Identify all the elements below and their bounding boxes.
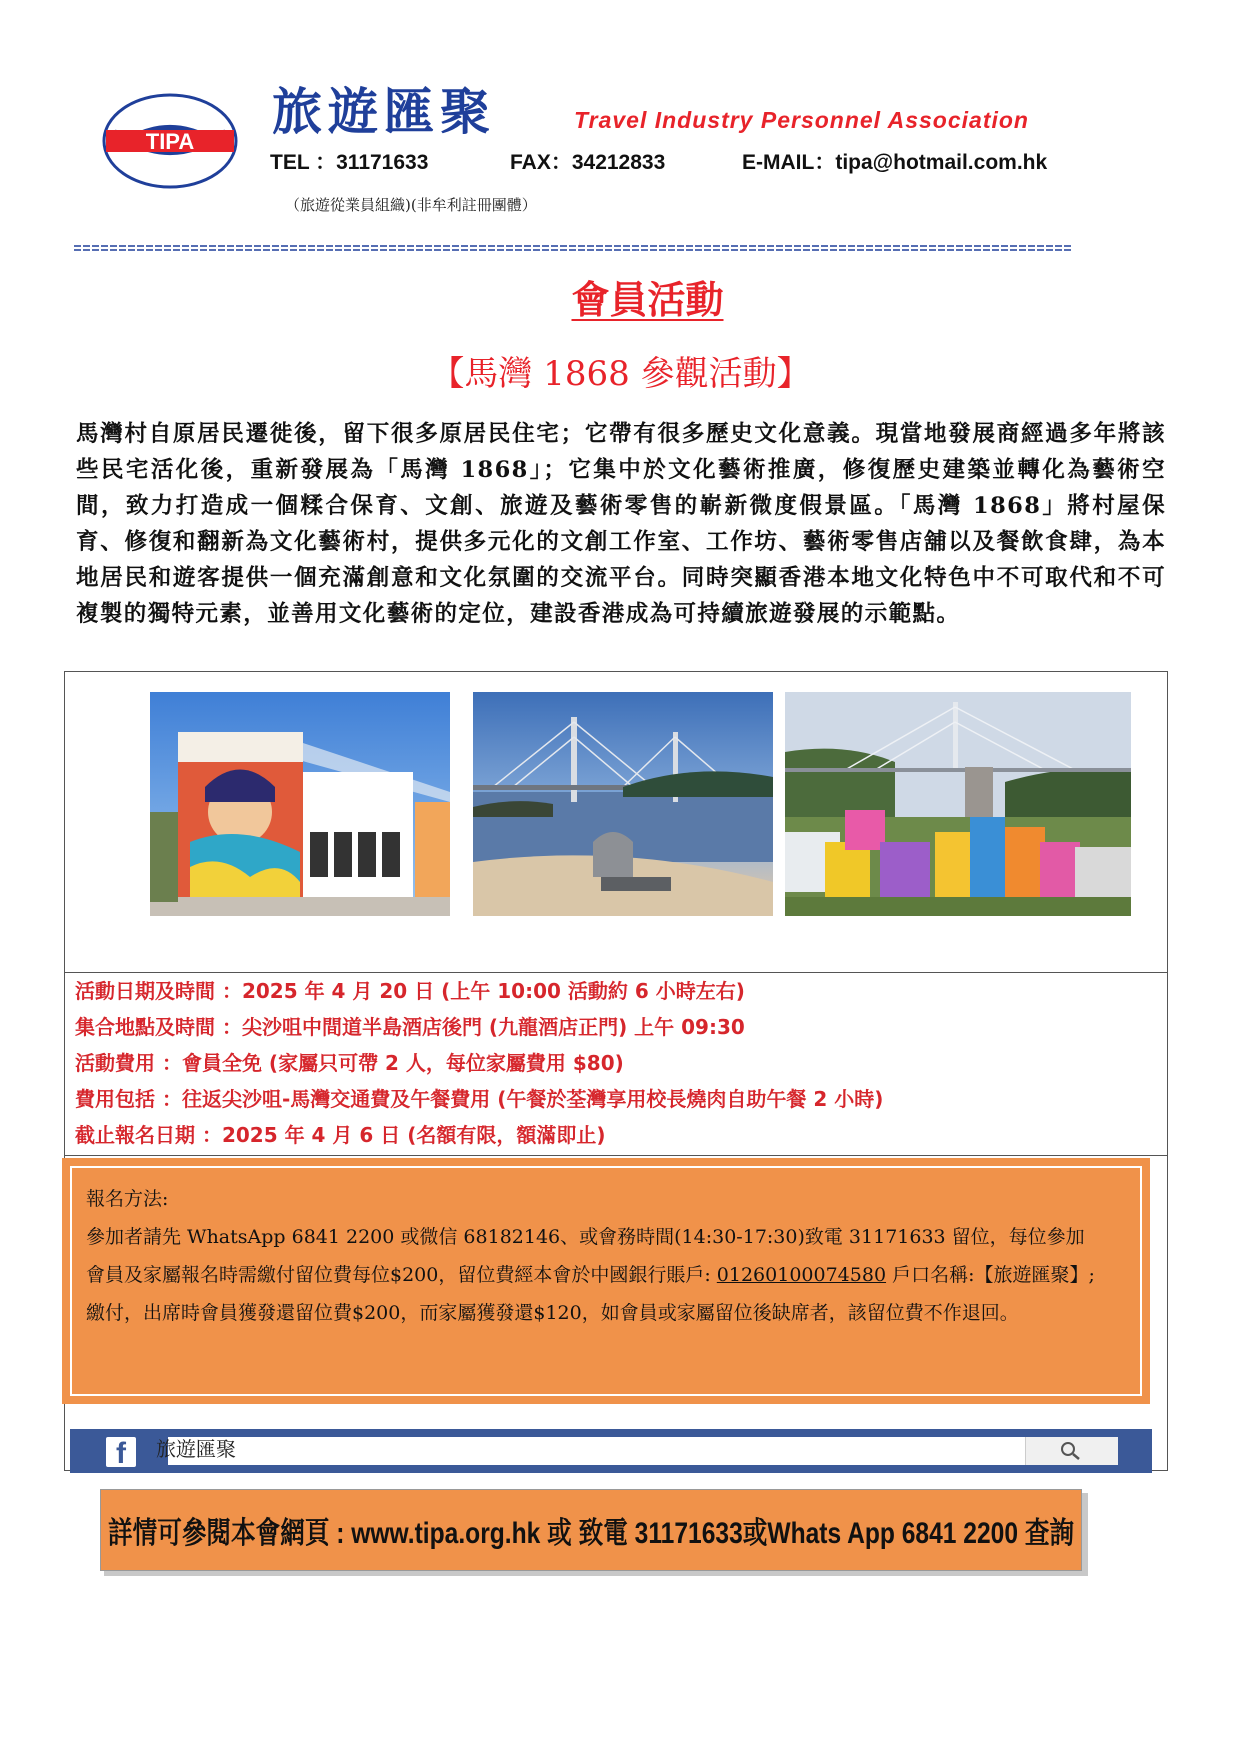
- facebook-bar[interactable]: [70, 1429, 1152, 1473]
- fee-includes: 費用包括 ：往返尖沙咀-馬灣交通費及午餐費用 (午餐於荃灣享用校長燒肉自助午餐 2 小時): [75, 1087, 884, 1111]
- registration-title: 報名方法:: [86, 1188, 169, 1210]
- registration-deadline: 截止報名日期 ：2025 年 4 月 6 日 (名額有限，額滿即止): [75, 1123, 606, 1147]
- event-date-time: 活動日期及時間 ：2025 年 4 月 20 日 (上午 10:00 活動約 6 小時左右): [75, 979, 745, 1003]
- meeting-point: 集合地點及時間 ：尖沙咀中間道半島酒店後門 (九龍酒店正門) 上午 09:30: [75, 1015, 745, 1039]
- telephone: TEL ：31171633: [270, 151, 429, 174]
- facebook-icon[interactable]: f: [106, 1437, 136, 1467]
- intro-paragraph: 馬灣村自原居民遷徙後，留下很多原居民住宅；它帶有很多歷史文化意義。現當地發展商經過多年將該些民宅活化後，重新發展為「馬灣 1868」；它集中於文化藝術推廣，修復歷史建築並轉化為藝術空間，致力打造成一個糅合保育、文創、旅遊及藝術零售的嶄新微度假景區。「馬灣 1868」將村屋保育、修復和翻新為文化藝術村，提供多元化的文創工作室、工作坊、藝術零售店舖以及餐飲食肆，為本地居民和遊客提供一個充滿創意和文化氛圍的交流平台。同時突顯香港本地文化特色中不可取代和不可複製的獨特元素，並善用文化藝術的定位，建設香港成為可持續旅遊發展的示範點。: [76, 421, 1166, 627]
- brand-name-chinese: 旅遊匯聚: [272, 82, 496, 141]
- section-title: 會員活動: [571, 278, 724, 322]
- search-icon: [1026, 1437, 1118, 1465]
- bank-account-number: 01260100074580: [716, 1264, 887, 1286]
- footer-banner: [100, 1489, 1082, 1571]
- footer-contact-text: 詳情可參閱本會網頁 : www.tipa.org.hk 或 致電 31171633或Whats App 6841 2200 查詢: [107, 1517, 1075, 1550]
- facebook-search-button[interactable]: [1025, 1437, 1118, 1465]
- colorful-village-photo: [785, 692, 1131, 916]
- mural-building-photo: [150, 692, 450, 916]
- event-fee: 活動費用 ：會員全免 (家屬只可帶 2 人，每位家屬費用 $80): [75, 1051, 624, 1075]
- fax: FAX：34212833: [510, 151, 666, 174]
- email: E-MAIL：tipa@hotmail.com.hk: [742, 151, 1048, 174]
- photo-gallery: [64, 671, 1168, 973]
- header-divider: [74, 238, 1072, 247]
- bridge-sunset-photo: [473, 692, 773, 916]
- facebook-search-field[interactable]: [168, 1437, 1118, 1465]
- event-title: 【馬灣 1868 參觀活動】: [430, 354, 811, 394]
- registration-box: [62, 1158, 1150, 1404]
- registration-instructions: 參加者請先 WhatsApp 6841 2200 或微信 68182146、或會務時間(14:30-17:30)致電 31171633 留位，每位參加會員及家屬報名時需繳付留位費每位$200，留位費經本會於中國銀行賬戶: 01260100074580 戶口名稱:【旅遊匯聚】; 繳付，出席時會員獲發還留位費$200，而家屬獲發還$120，如會員或家屬留位後缺席者，該留位費不作退回。: [86, 1226, 1095, 1324]
- facebook-page-name: 旅遊匯聚: [156, 1437, 236, 1461]
- organization-note: （旅遊從業員組織)(非牟利註冊團體）: [285, 196, 537, 214]
- event-details: [64, 973, 1168, 1156]
- brand-name-english: Travel Industry Personnel Association: [574, 107, 1029, 133]
- svg-text:TIPA: TIPA: [145, 129, 195, 154]
- tipa-logo: [96, 88, 244, 194]
